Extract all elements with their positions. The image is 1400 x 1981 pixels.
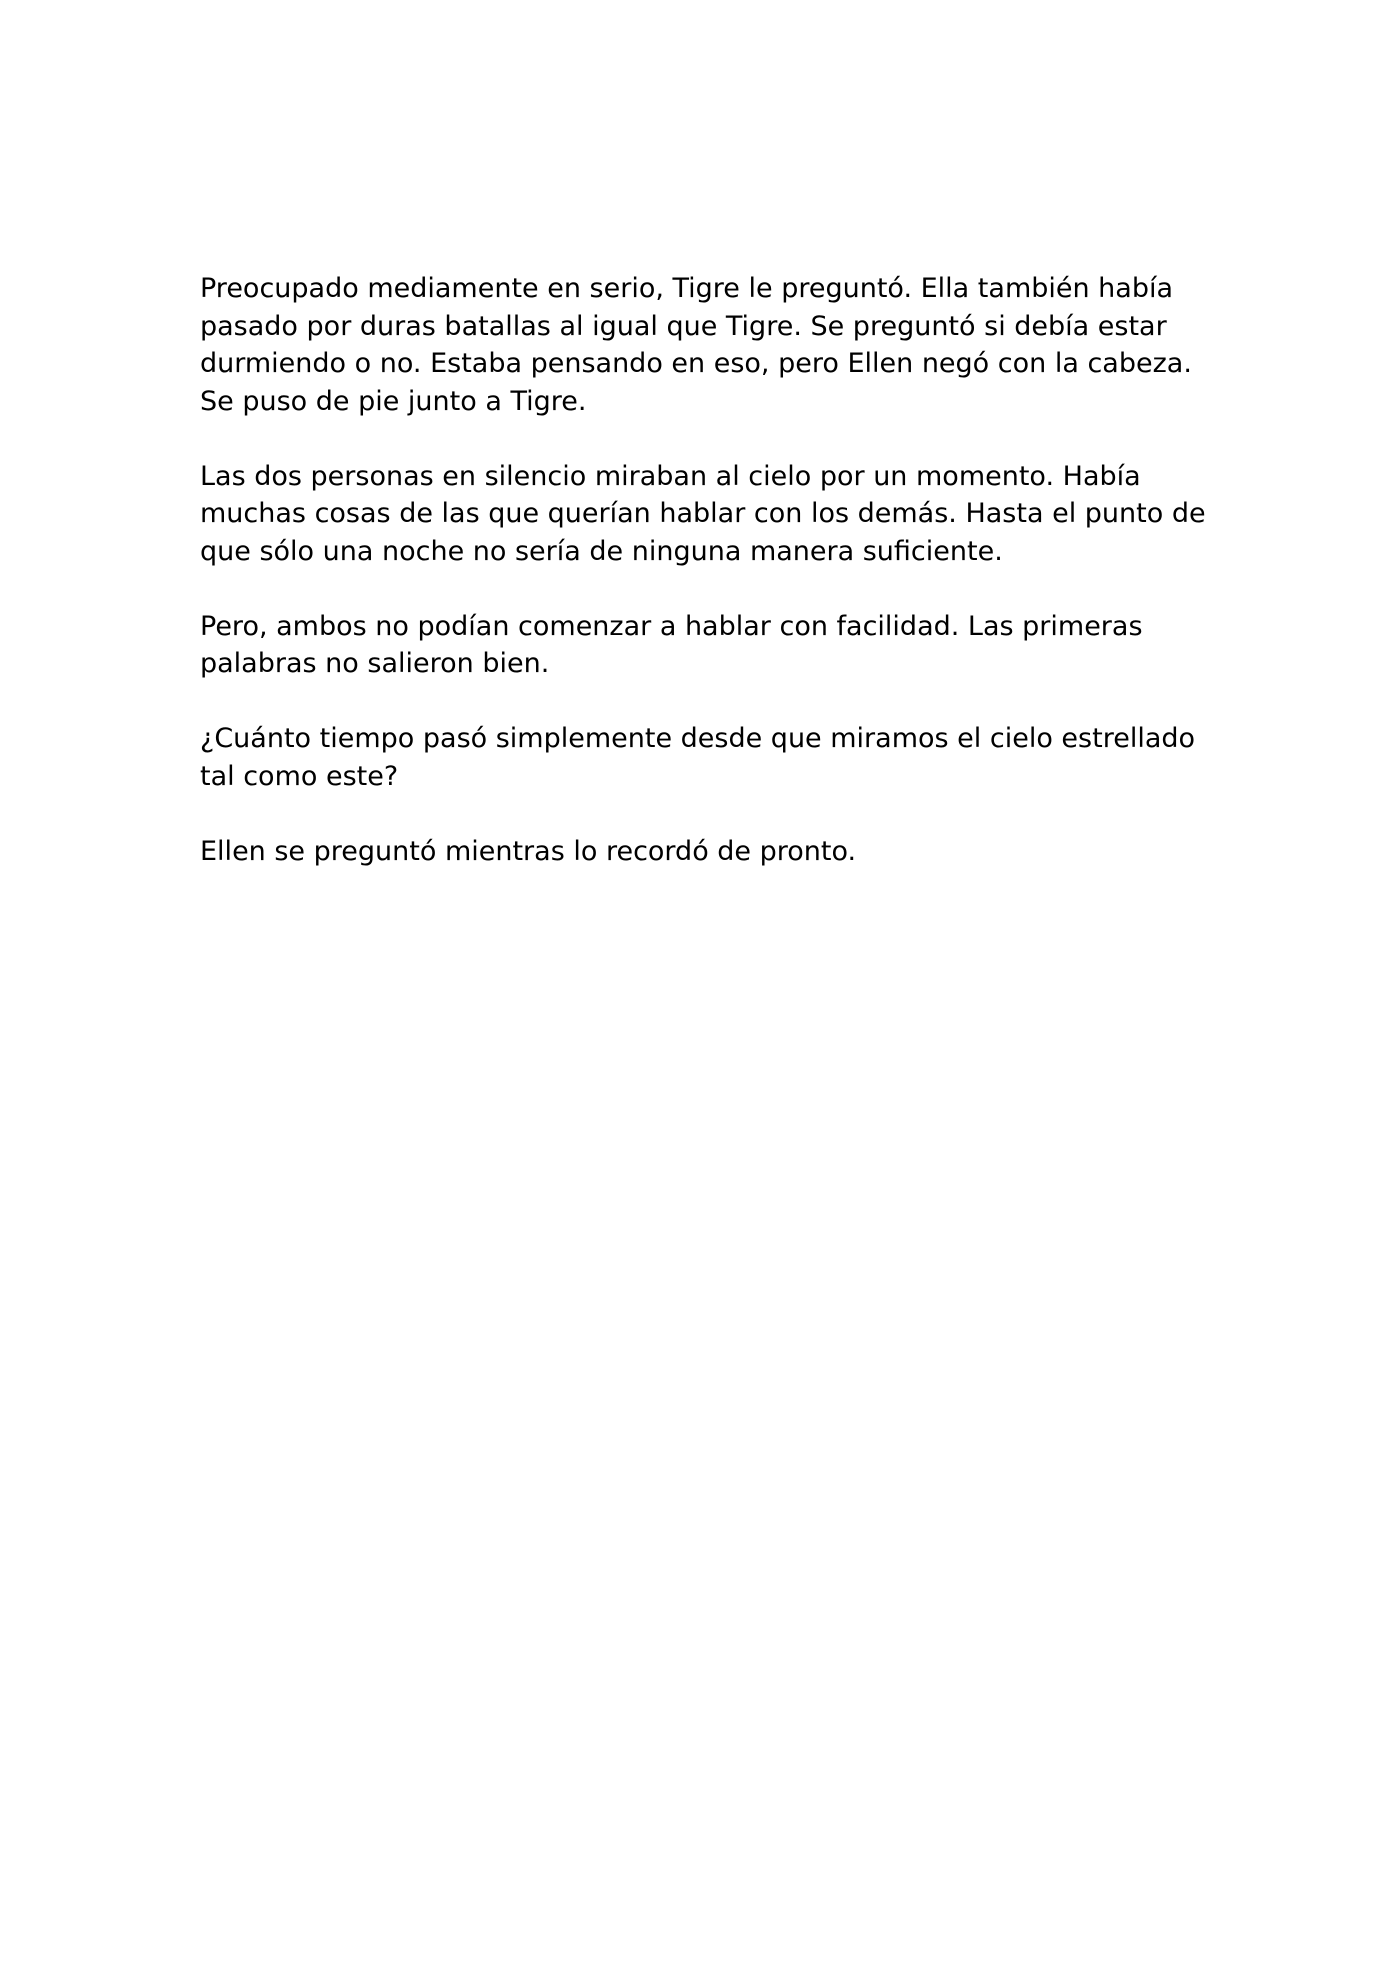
paragraph-2: Las dos personas en silencio miraban al cielo por un momento. Había muchas cosas de las que querían hablar con los demás. Hasta el punto de que sólo una noche no sería de ninguna manera suficiente.	[200, 460, 1206, 567]
paragraph-5: Ellen se preguntó mientras lo recordó de pronto.	[200, 835, 857, 867]
paragraph-3: Pero, ambos no podían comenzar a hablar con facilidad. Las primeras palabras no salieron bien.	[200, 610, 1143, 679]
paragraph-1: Preocupado mediamente en serio, Tigre le preguntó. Ella también había pasado por duras batallas al igual que Tigre. Se preguntó si debía estar durmiendo o no. Estaba pensando en eso, pero Ellen negó con la cabeza. Se puso de pie junto a Tigre.	[200, 273, 1192, 417]
document-body	[200, 270, 1210, 908]
paragraph-4: ¿Cuánto tiempo pasó simplemente desde que miramos el cielo estrellado tal como este?	[200, 723, 1196, 792]
